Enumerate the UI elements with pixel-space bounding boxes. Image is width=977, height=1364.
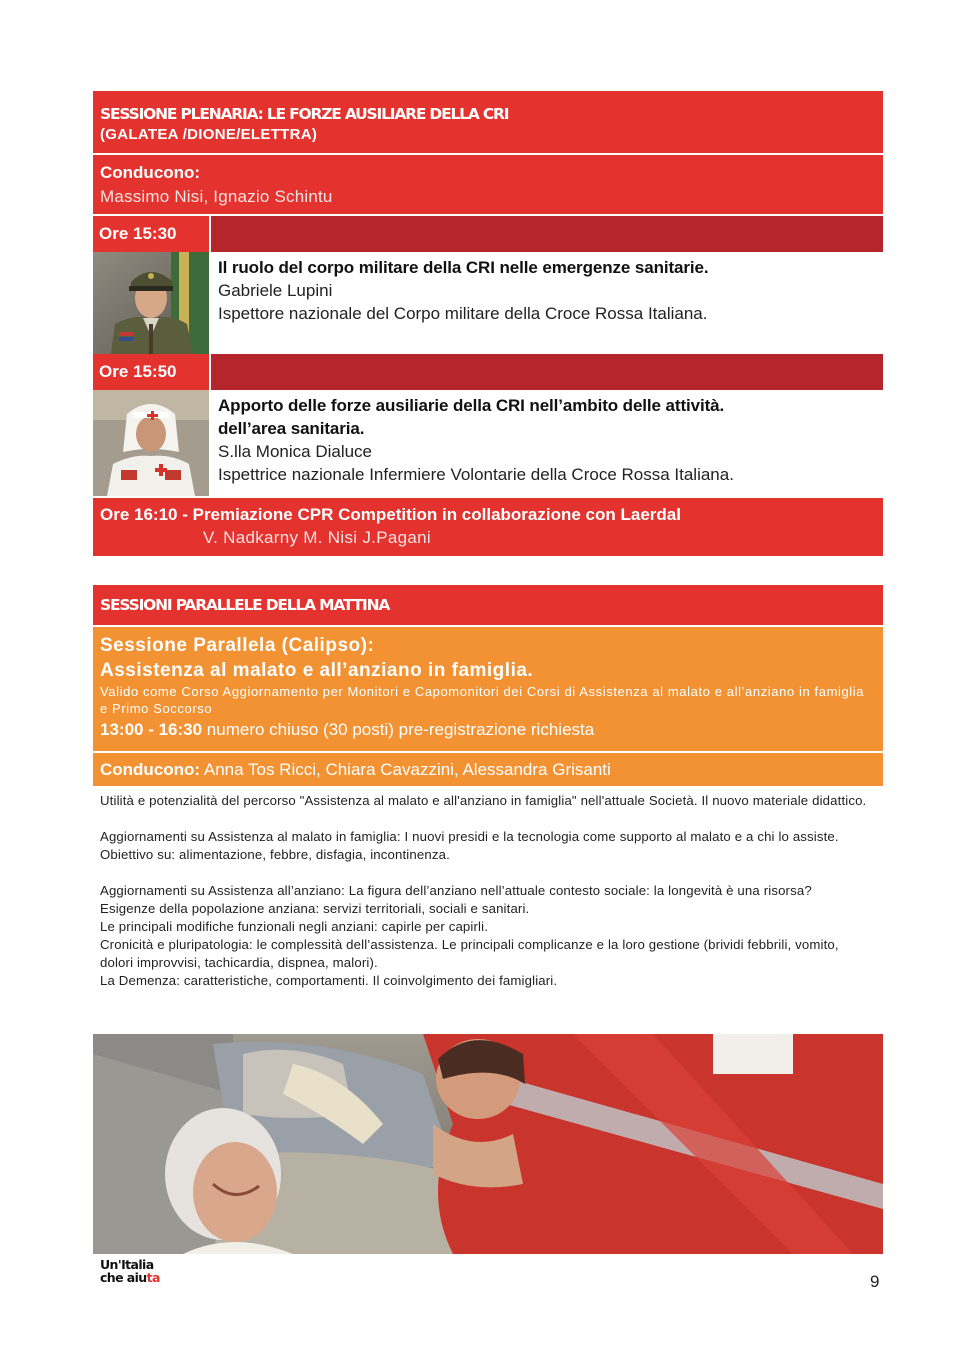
award-names: V. Nadkarny M. Nisi J.Pagani [203,528,431,547]
talk-title: Il ruolo del corpo militare della CRI nelle emergenze sanitarie. [218,258,709,277]
talk-speaker-role: Ispettrice nazionale Infermiere Volontarie della Croce Rossa Italiana. [218,465,734,484]
time-row-fill [211,354,883,390]
talk-details [209,252,709,354]
logo-line-2-accent: ta [146,1270,160,1285]
logo-line-1: Un'Italia [100,1257,154,1272]
plenary-session-rooms: (GALATEA /DIONE/ELETTRA) [100,126,318,143]
time-row-1550 [93,354,883,390]
time-label: Ore 15:30 [93,216,211,252]
talk-item-2 [93,390,883,496]
moderators-names: Anna Tos Ricci, Chiara Cavazzini, Alessandra Grisanti [200,760,611,779]
speaker-photo-nurse [93,390,209,496]
description-paragraph-3 [100,882,870,990]
moderators-label: Conducono: [100,163,201,182]
talk-title-line-1: Apporto delle forze ausiliarie della CRI nell’ambito delle attività. [218,396,725,415]
award-ceremony [93,498,883,556]
parallel-session-calipso [93,627,883,751]
description-line: La Demenza: caratteristiche, comportamenti. Il coinvolgimento dei famigliari. [100,973,558,988]
plenary-session-header [93,91,883,155]
session-hours-time: 13:00 - 16:30 [100,720,203,739]
talk-speaker-role: Ispettore nazionale del Corpo militare della Croce Rossa Italiana. [218,304,708,323]
moderators-label: Conducono: [100,760,201,779]
moderators-names: Massimo Nisi, Ignazio Schintu [100,187,333,206]
talk-details [209,390,734,496]
plenary-session-title: SESSIONE PLENARIA: LE FORZE AUSILIARE DELLA CRI [100,105,509,123]
talk-item-1 [93,252,883,354]
description-line: Le principali modifiche funzionali negli anziani: capirle per capirli. [100,919,489,934]
session-hours-info: numero chiuso (30 posti) pre-registrazione richiesta [202,720,595,739]
description-line: Aggiornamenti su Assistenza all’anziano: La figura dell’anziano nell’attuale contesto sociale: la longevità è una risorsa? [100,883,812,898]
description-line: Esigenze della popolazione anziana: servizi territoriali, sociali e sanitari. [100,901,530,916]
talk-speaker: Gabriele Lupini [218,281,333,300]
parallel-sessions-title: SESSIONI PARALLELE DELLA MATTINA [100,596,390,614]
time-row-fill [211,216,883,252]
logo-line-2-main: che aiu [100,1270,147,1285]
logo-line-2 [100,1271,160,1284]
speaker-photo-military [93,252,209,354]
session-description [100,792,870,990]
session-room: Sessione Parallela (Calipso): [100,635,375,656]
plenary-moderators [93,155,883,214]
page-number: 9 [870,1272,880,1291]
parallel-moderators [93,753,883,786]
parallel-sessions-header [93,585,883,625]
session-note: Valido come Corso Aggiornamento per Monitori e Capomonitori dei Corsi di Assistenza al malato e all’anziano in famiglia e Primo Soccorso [100,684,865,716]
description-paragraph-2: Aggiornamenti su Assistenza al malato in famiglia: I nuovi presidi e la tecnologia come supporto al malato e a chi lo assiste. Obiettivo su: alimentazione, febbre, disfagia, incontinenza. [100,829,839,862]
session-title: Assistenza al malato e all’anziano in famiglia. [100,660,534,681]
brand-logo [100,1258,160,1284]
time-row-1530 [93,216,883,252]
description-line: Cronicità e pluripatologia: le complessità dell’assistenza. Le principali complicanze e la loro gestione (brividi febbrili, vomito, dolori improvvisi, tachicardia, dispnea, malori). [100,937,839,970]
description-paragraph-1: Utilità e potenzialità del percorso "Assistenza al malato e all'anziano in famiglia" nell'attuale Società. Il nuovo materiale didattico. [100,793,867,808]
session-hours [100,717,876,743]
talk-title-line-2: dell’area sanitaria. [218,419,365,438]
care-photo [93,1034,883,1254]
talk-speaker: S.lla Monica Dialuce [218,442,373,461]
award-title: Ore 16:10 - Premiazione CPR Competition in collaborazione con Laerdal [100,505,681,524]
time-label: Ore 15:50 [93,354,211,390]
